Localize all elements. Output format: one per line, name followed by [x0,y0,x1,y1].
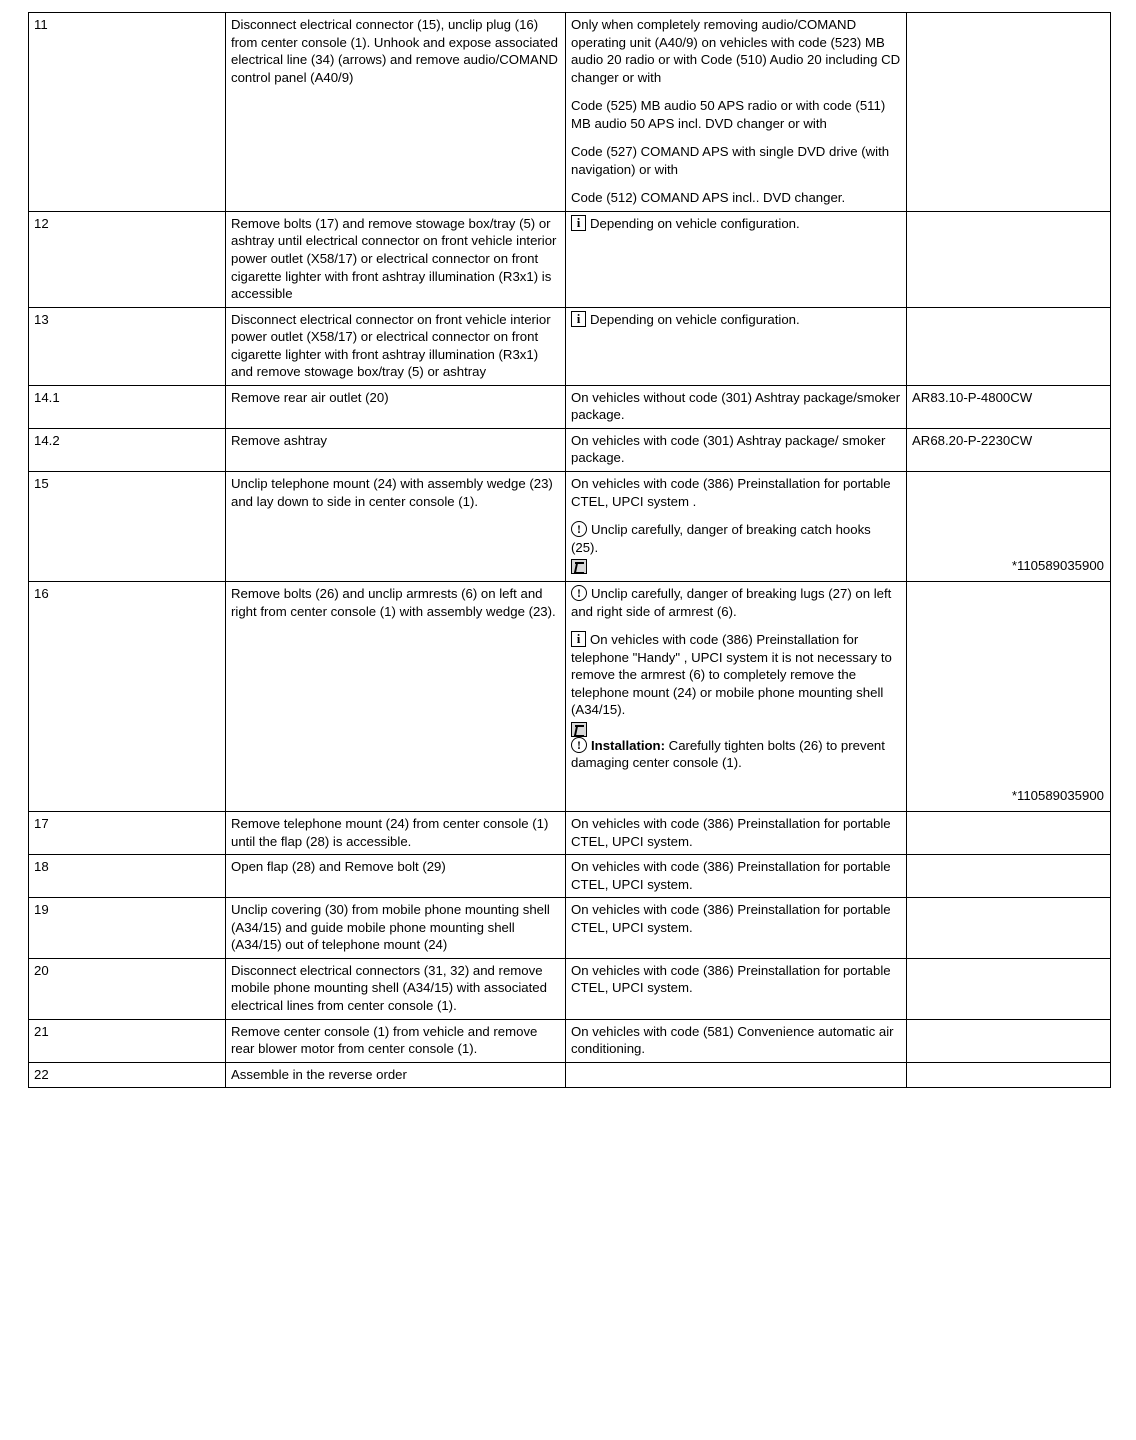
document-ref: AR83.10-P-4800CW [912,389,1033,405]
table-row [29,898,1111,959]
work-text: Remove ashtray [231,432,328,448]
notes-cell [566,1062,907,1088]
notes-cell [566,855,907,898]
table-row [29,1019,1111,1062]
note-with-icon [571,311,901,329]
step-number-cell [29,472,226,582]
info-icon [571,215,586,231]
table-row [29,812,1111,855]
work-cell [226,13,566,212]
note-text: On vehicles with code (581) Convenience automatic air conditioning. [571,1023,894,1057]
note-text: Code (512) COMAND APS incl.. DVD changer. [571,190,846,206]
table-row [29,385,1111,428]
step-number: 13 [34,311,49,327]
table-row [29,211,1111,307]
note-text: Depending on vehicle configuration. [590,311,800,327]
tool-icon [571,559,587,574]
step-number: 15 [34,476,49,492]
work-text: Open flap (28) and Remove bolt (29) [231,859,446,875]
note-text: On vehicles with code (301) Ashtray package/ smoker package. [571,432,886,466]
notes-cell [566,428,907,471]
document-ref-cell [907,855,1111,898]
notes-cell [566,898,907,959]
document-ref-cell [907,13,1111,212]
notes-cell [566,812,907,855]
step-number: 11 [34,17,48,32]
document-ref-cell [907,472,1111,582]
work-text: Remove bolts (17) and remove stowage box/tray (5) or ashtray until electrical connector on front vehicle interior power outlet (X58/17) or electrical connector on front cigarette lighter with front ashtray illumination (R3x1) is accessible [231,215,557,302]
document-ref-cell [907,812,1111,855]
info-note [571,631,901,719]
step-number-cell [29,307,226,385]
warning-icon [571,585,587,601]
notes-cell [566,582,907,812]
work-cell [226,472,566,582]
table-row [29,958,1111,1019]
work-cell [226,428,566,471]
work-text: Remove bolts (26) and unclip armrests (6) on left and right from center console (1) with assembly wedge (23). [231,586,556,619]
step-number-cell [29,855,226,898]
work-cell [226,812,566,855]
step-number-cell [29,211,226,307]
step-number: 14.1 [34,389,60,405]
document-ref-cell [907,428,1111,471]
note-with-icon [571,215,901,233]
table-row [29,1062,1111,1088]
work-cell [226,855,566,898]
work-cell [226,958,566,1019]
step-number: 17 [34,816,49,832]
document-ref-cell [907,1019,1111,1062]
note-text: Depending on vehicle configuration. [590,215,800,231]
step-number: 22 [34,1066,49,1082]
note-text: On vehicles with code (386) Preinstallation for portable CTEL, UPCI system. [571,962,891,996]
work-text: Remove center console (1) from vehicle and remove rear blower motor from center console (1). [231,1023,538,1057]
document-ref-cell [907,582,1111,812]
notes-cell [566,385,907,428]
note-text: Code (527) COMAND APS with single DVD drive (with navigation) or with [571,144,890,177]
note-text: On vehicles with code (386) Preinstallation for portable CTEL, UPCI system. [571,816,891,849]
warning-note [571,585,901,620]
step-number: 16 [34,586,49,602]
table-row [29,472,1111,582]
notes-cell [566,472,907,582]
step-number-cell [29,1062,226,1088]
step-number: 14.2 [34,432,60,448]
warning-icon [571,737,587,753]
notes-cell [566,958,907,1019]
step-number-cell [29,13,226,212]
notes-cell [566,307,907,385]
note-text: Code (525) MB audio 50 APS radio or with code (511) MB audio 50 APS incl. DVD changer or with [571,98,886,131]
warning-text: Unclip carefully, danger of breaking catch hooks (25). [571,522,871,555]
work-cell [226,1062,566,1088]
step-number: 21 [34,1023,49,1039]
work-text: Remove telephone mount (24) from center console (1) until the flap (28) is accessible. [231,816,549,849]
step-number-cell [29,958,226,1019]
table-row [29,307,1111,385]
installation-label: Installation: [591,737,665,753]
step-number-cell [29,428,226,471]
document-ref-cell [907,1062,1111,1088]
step-number: 19 [34,902,49,918]
document-ref-cell [907,307,1111,385]
work-cell [226,211,566,307]
step-number-cell [29,898,226,959]
document-ref-cell [907,385,1111,428]
procedure-table [28,12,1111,1088]
table-row [29,582,1111,812]
note-text: On vehicles with code (386) Preinstallation for portable CTEL, UPCI system. [571,859,891,892]
note-text: Only when completely removing audio/COMAND operating unit (A40/9) on vehicles with code (523) MB audio 20 radio or with Code (510) Audio 20 including CD changer or with [571,17,901,85]
installation-text: Carefully tighten bolts (26) to prevent damaging center console (1). [571,737,885,771]
work-cell [226,385,566,428]
work-text: Disconnect electrical connectors (31, 32) and remove mobile phone mounting shell (A34/15) with associated electrical lines from center console (1). [231,962,547,1013]
warning-icon [571,521,587,537]
document-ref: *110589035900 [1011,558,1104,574]
installation-note [571,737,901,772]
work-text: Remove rear air outlet (20) [231,389,389,405]
step-number-cell [29,812,226,855]
note-text: On vehicles with code (386) Preinstallation for portable CTEL, UPCI system. [571,902,891,935]
work-text: Assemble in the reverse order [231,1066,407,1082]
step-number-cell [29,385,226,428]
work-cell [226,307,566,385]
document-ref-cell [907,898,1111,959]
info-icon [571,311,586,327]
document-ref-cell [907,211,1111,307]
work-text: Unclip covering (30) from mobile phone mounting shell (A34/15) and guide mobile phone mounting shell (A34/15) out of telephone mount (24) [231,902,550,953]
note-text: On vehicles without code (301) Ashtray package/smoker package. [571,389,901,423]
step-number: 18 [34,859,49,875]
work-cell [226,1019,566,1062]
note-text: On vehicles with code (386) Preinstallation for portable CTEL, UPCI system . [571,476,891,509]
notes-cell [566,211,907,307]
warning-text: Unclip carefully, danger of breaking lugs (27) on left and right side of armrest (6). [571,586,892,619]
notes-cell [566,13,907,212]
work-cell [226,582,566,812]
work-text: Disconnect electrical connector (15), unclip plug (16) from center console (1). Unhook and expose associated electrical line (34) (arrows) and remove audio/COMAND control panel (A40/9) [231,17,558,85]
info-icon [571,631,586,647]
notes-cell [566,1019,907,1062]
table-row [29,428,1111,471]
work-cell [226,898,566,959]
work-text: Unclip telephone mount (24) with assembly wedge (23) and lay down to side in center console (1). [231,476,553,509]
table-row [29,855,1111,898]
warning-note [571,521,901,556]
document-ref-cell [907,958,1111,1019]
step-number-cell [29,1019,226,1062]
note-text: On vehicles with code (386) Preinstallation for telephone "Handy" , UPCI system it is not necessary to remove the armrest (6) to completely remove the telephone mount (24) or mobile phone mounting shell (A34/15). [571,632,892,718]
work-text: Disconnect electrical connector on front vehicle interior power outlet (X58/17) or electrical connector on front cigarette lighter with front ashtray illumination (R3x1) and remove stowage box/tray (5) or ashtray [231,311,551,380]
step-number: 20 [34,962,49,978]
step-number: 12 [34,215,49,231]
tool-icon [571,722,587,737]
document-ref: *110589035900 [1011,788,1104,804]
step-number-cell [29,582,226,812]
table-row [29,13,1111,212]
document-ref: AR68.20-P-2230CW [912,432,1033,448]
